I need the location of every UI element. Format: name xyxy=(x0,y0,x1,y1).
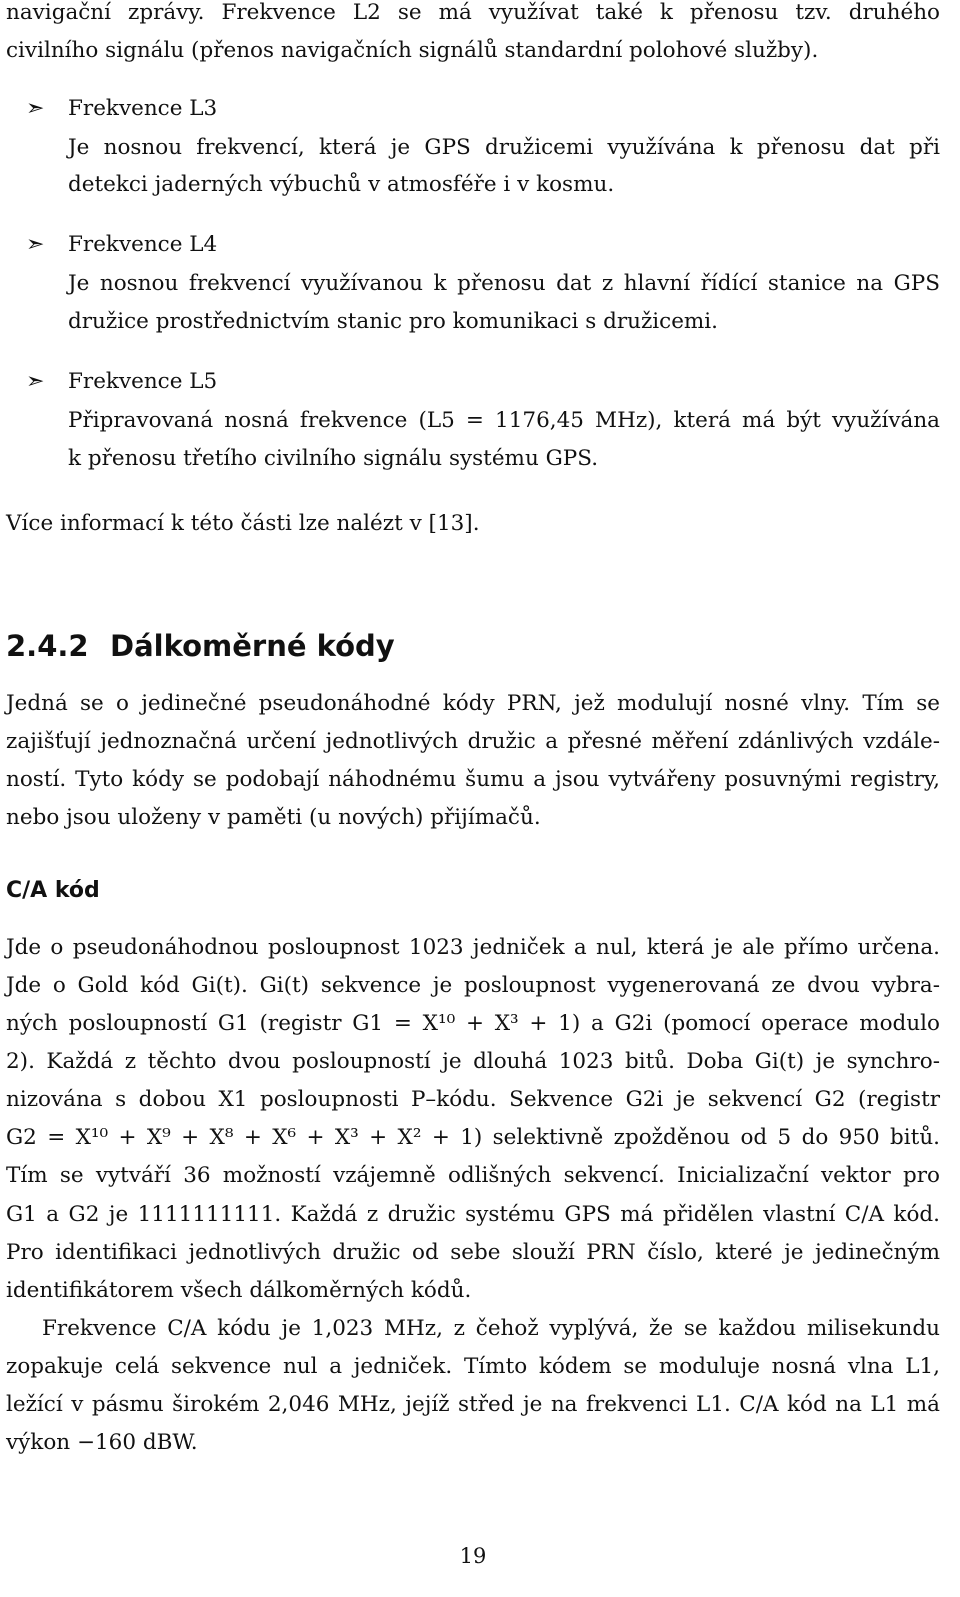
bullet-text: detekci jaderných výbuchů v atmosféře i v kosmu. xyxy=(68,172,615,197)
paragraph-line: G1 a G2 je 1111111111. Každá z družic systému GPS má přidělen vlastní C/A kód. xyxy=(6,1202,940,1227)
bullet-text: Připravovaná nosná frekvence (L5 = 1176,45 MHz), která má být využívána xyxy=(68,408,940,433)
document-page xyxy=(6,0,940,1597)
bullet-arrow-icon: ➣ xyxy=(26,232,45,257)
section-heading xyxy=(6,626,395,666)
bullet-title: Frekvence L3 xyxy=(68,96,218,121)
bullet-text: družice prostřednictvím stanic pro komunikaci s družicemi. xyxy=(68,309,719,334)
paragraph-line: nebo jsou uloženy v paměti (u nových) přijímačů. xyxy=(6,805,541,830)
bullet-text: Je nosnou frekvencí, která je GPS družicemi využívána k přenosu dat při xyxy=(68,135,940,160)
paragraph-line: zajišťují jednoznačná určení jednotlivých družic a přesné měření zdánlivých vzdále- xyxy=(6,729,940,754)
paragraph-line: Tím se vytváří 36 možností vzájemně odlišných sekvencí. Inicializační vektor pro xyxy=(6,1163,940,1188)
intro-line: navigační zprávy. Frekvence L2 se má využívat také k přenosu tzv. druhého xyxy=(6,0,940,25)
paragraph-line: nizována s dobou X1 posloupnosti P–kódu. Sekvence G2i je sekvencí G2 (registr xyxy=(6,1087,940,1112)
paragraph-line: ležící v pásmu širokém 2,046 MHz, jejíž střed je na frekvenci L1. C/A kód na L1 má xyxy=(6,1392,940,1417)
section-number: 2.4.2 xyxy=(6,629,89,663)
bullet-title: Frekvence L4 xyxy=(68,232,218,257)
section-title: Dálkoměrné kódy xyxy=(110,629,395,663)
more-info-text: Více informací k této části lze nalézt v [13]. xyxy=(6,511,480,536)
paragraph-line: výkon −160 dBW. xyxy=(6,1430,198,1455)
subsection-heading: C/A kód xyxy=(6,878,100,903)
paragraph-line: G2 = X¹⁰ + X⁹ + X⁸ + X⁶ + X³ + X² + 1) selektivně zpožděnou od 5 do 950 bitů. xyxy=(6,1125,940,1150)
paragraph-line: Jde o pseudonáhodnou posloupnost 1023 jedniček a nul, která je ale přímo určena. xyxy=(6,935,940,960)
intro-line: civilního signálu (přenos navigačních signálů standardní polohové služby). xyxy=(6,38,819,63)
bullet-text: k přenosu třetího civilního signálu systému GPS. xyxy=(68,446,599,471)
bullet-title: Frekvence L5 xyxy=(68,369,218,394)
paragraph-line: Jedná se o jedinečné pseudonáhodné kódy PRN, jež modulují nosné vlny. Tím se xyxy=(6,691,940,716)
page-number: 19 xyxy=(459,1544,487,1568)
bullet-arrow-icon: ➣ xyxy=(26,96,45,121)
paragraph-line: ných posloupností G1 (registr G1 = X¹⁰ + X³ + 1) a G2i (pomocí operace modulo xyxy=(6,1011,940,1036)
paragraph-line: zopakuje celá sekvence nul a jedniček. Tímto kódem se moduluje nosná vlna L1, xyxy=(6,1354,940,1379)
paragraph-line: 2). Každá z těchto dvou posloupností je dlouhá 1023 bitů. Doba Gi(t) je synchro- xyxy=(6,1049,940,1074)
paragraph-line: Jde o Gold kód Gi(t). Gi(t) sekvence je posloupnost vygenerovaná ze dvou vybra- xyxy=(6,973,940,998)
paragraph-line: ností. Tyto kódy se podobají náhodnému šumu a jsou vytvářeny posuvnými registry, xyxy=(6,767,940,792)
paragraph-line: identifikátorem všech dálkoměrných kódů. xyxy=(6,1278,472,1303)
paragraph-line: Frekvence C/A kódu je 1,023 MHz, z čehož vyplývá, že se každou milisekundu xyxy=(42,1316,940,1341)
bullet-arrow-icon: ➣ xyxy=(26,369,45,394)
bullet-text: Je nosnou frekvencí využívanou k přenosu dat z hlavní řídící stanice na GPS xyxy=(68,271,940,296)
paragraph-line: Pro identifikaci jednotlivých družic od sebe slouží PRN číslo, které je jedinečným xyxy=(6,1240,940,1265)
